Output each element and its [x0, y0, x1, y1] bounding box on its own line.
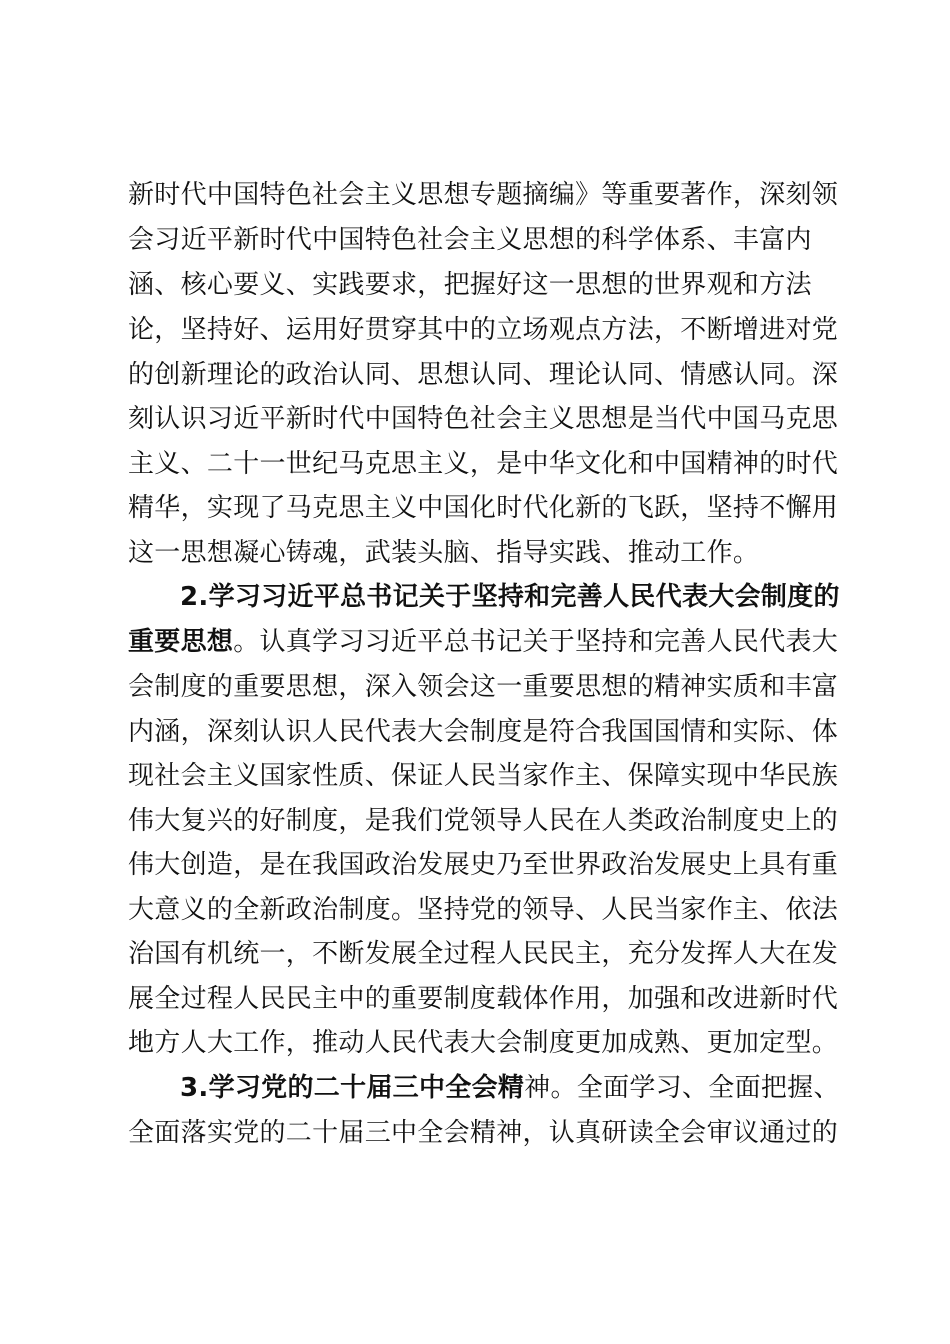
body-text-line: 精华，实现了马克思主义中国化时代化新的飞跃，坚持不懈用	[128, 493, 839, 523]
body-text-line: 的创新理论的政治认同、思想认同、理论认同、情感认同。深	[128, 360, 839, 390]
body-text-line	[128, 624, 839, 660]
body-text-segment: 神。全面学习、全面把握、	[524, 1073, 840, 1103]
body-text-line: 这一思想凝心铸魂，武装头脑、指导实践、推动工作。	[128, 538, 760, 568]
body-text-line: 主义、二十一世纪马克思主义，是中华文化和中国精神的时代	[128, 449, 839, 479]
body-text-segment: 。认真学习习近平总书记关于坚持和完善人民代表大	[233, 627, 839, 657]
body-text-line: 会制度的重要思想，深入领会这一重要思想的精神实质和丰富	[128, 672, 839, 702]
body-text-line: 治国有机统一，不断发展全过程人民民主，充分发挥人大在发	[128, 939, 839, 969]
body-text-line: 伟大创造，是在我国政治发展史乃至世界政治发展史上具有重	[128, 850, 839, 880]
body-text-line: 涵、核心要义、实践要求，把握好这一思想的世界观和方法	[128, 270, 812, 300]
body-text-line: 地方人大工作，推动人民代表大会制度更加成熟、更加定型。	[128, 1028, 839, 1058]
body-text-line: 新时代中国特色社会主义思想专题摘编》等重要著作，深刻领	[128, 180, 839, 210]
body-text-line: 展全过程人民民主中的重要制度载体作用，加强和改进新时代	[128, 984, 839, 1014]
section-heading-2-continued: 重要思想	[128, 627, 234, 657]
body-text-line	[180, 1070, 840, 1106]
section-heading-2: 2.学习习近平总书记关于坚持和完善人民代表大会制度的	[180, 582, 840, 612]
body-text-line: 刻认识习近平新时代中国特色社会主义思想是当代中国马克思	[128, 404, 839, 434]
body-text-line: 内涵，深刻认识人民代表大会制度是符合我国国情和实际、体	[128, 717, 839, 747]
body-text-line: 伟大复兴的好制度，是我们党领导人民在人类政治制度史上的	[128, 806, 839, 836]
body-text-line: 论，坚持好、运用好贯穿其中的立场观点方法，不断增进对党	[128, 315, 839, 345]
body-text-line: 现社会主义国家性质、保证人民当家作主、保障实现中华民族	[128, 761, 839, 791]
body-text-line: 会习近平新时代中国特色社会主义思想的科学体系、丰富内	[128, 225, 812, 255]
section-heading-3: 3.学习党的二十届三中全会精	[180, 1073, 525, 1103]
body-text-line: 大意义的全新政治制度。坚持党的领导、人民当家作主、依法	[128, 895, 839, 925]
body-text-line: 全面落实党的二十届三中全会精神，认真研读全会审议通过的	[128, 1118, 839, 1148]
